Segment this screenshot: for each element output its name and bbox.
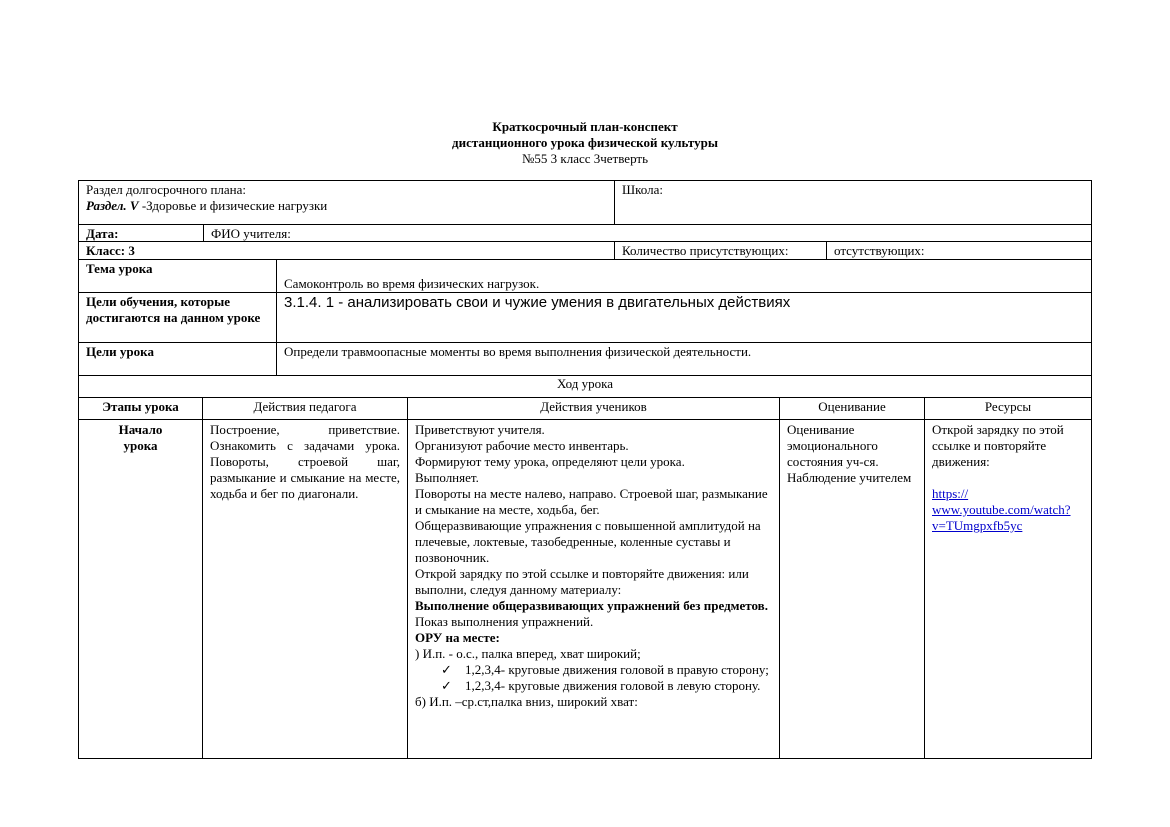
student-line: Формируют тему урока, определяют цели урока. (415, 454, 685, 469)
oru-heading: ОРУ на месте: (415, 630, 500, 645)
assessment-cell (779, 419, 925, 759)
school-cell (614, 180, 1092, 225)
youtube-link[interactable]: https:// www.youtube.com/watch?v=TUmgpxfb5yc (932, 486, 1071, 533)
doc-subtitle: дистанционного урока физической культуры (452, 135, 718, 150)
resources-cell (924, 419, 1092, 759)
exercise-heading: Выполнение общеразвивающих упражнений без предметов. (415, 598, 768, 613)
exercise-item: ✓ 1,2,3,4- круговые движения головой в правую сторону; (465, 662, 772, 678)
date-label: Дата: (86, 226, 119, 241)
topic-value-cell (276, 259, 1092, 293)
topic-value: Самоконтроль во время физических нагрузок. (284, 276, 540, 291)
col-header-teacher (202, 397, 408, 420)
section-cell (78, 180, 615, 225)
goals-label-cell (78, 292, 277, 343)
col-header-students (407, 397, 780, 420)
progress-title: Ход урока (557, 376, 613, 391)
section-name: -Здоровье и физические нагрузки (138, 198, 328, 213)
present-label: Количество присутствующих: (622, 243, 789, 258)
goals-label: Цели обучения, которые достигаются на данном уроке (86, 294, 261, 325)
col-header-stages-label: Этапы урока (102, 399, 179, 414)
student-line: Общеразвивающие упражнения с повышенной амплитудой на плечевые, локтевые, тазобедренные, коленные суставы и позвоночник. (415, 518, 761, 565)
section-number: Раздел. V (86, 198, 139, 213)
exercise-item: ✓ 1,2,3,4- круговые движения головой в левую сторону. (465, 678, 772, 694)
absent-label: отсутствующих: (834, 243, 925, 258)
doc-title: Краткосрочный план-конспект (492, 119, 678, 134)
date-cell (78, 224, 204, 242)
col-header-resources-label: Ресурсы (984, 399, 1032, 414)
student-line: Открой зарядку по этой ссылке и повторяйте движения: или выполни, следуя данному материалу: (415, 566, 749, 597)
absent-cell (826, 241, 1092, 260)
student-line: Выполняет. (415, 470, 479, 485)
stage-cell (78, 419, 203, 759)
assessment-text: Оценивание эмоционального состояния уч-ся. Наблюдение учителем (787, 422, 912, 485)
start-position-b: б) И.п. –ср.ст,палка вниз, широкий хват: (415, 694, 638, 709)
topic-label: Тема урока (86, 261, 153, 276)
student-line: Приветствуют учителя. (415, 422, 545, 437)
col-header-resources (924, 397, 1092, 420)
class-cell (78, 241, 615, 260)
student-line: Организуют рабочие место инвентарь. (415, 438, 629, 453)
col-header-students-label: Действия учеников (540, 399, 647, 414)
present-cell (614, 241, 827, 260)
teacher-actions: Построение, приветствие. Ознакомить с задачами урока. Повороты, строевой шаг, размыкание и смыкание на месте, ходьба и бег по диагонали. (210, 422, 400, 501)
col-header-teacher-label: Действия педагога (253, 399, 357, 414)
lesson-goals-label: Цели урока (86, 344, 154, 359)
stage-label: Начало урока (118, 422, 163, 453)
progress-title-cell (78, 375, 1092, 398)
topic-label-cell (78, 259, 277, 293)
school-label: Школа: (622, 182, 663, 197)
doc-lesson-number: №55 3 класс 3четверть (521, 151, 649, 166)
exercise-list (415, 662, 772, 694)
teacher-label: ФИО учителя: (211, 226, 291, 241)
resources-text: Открой зарядку по этой ссылке и повторяйте движения: (932, 422, 1064, 469)
goals-value-cell (276, 292, 1092, 343)
col-header-stages (78, 397, 203, 420)
teacher-actions-cell (202, 419, 408, 759)
show-exercises: Показ выполнения упражнений. (415, 614, 594, 629)
student-actions-cell (407, 419, 780, 759)
lesson-goals-label-cell (78, 342, 277, 376)
col-header-assessment-label: Оценивание (818, 399, 886, 414)
student-line: Повороты на месте налево, направо. Строевой шаг, размыкание и смыкание на месте, ходьба, бег. (415, 486, 768, 517)
lesson-goals-value-cell (276, 342, 1092, 376)
class-label: Класс: 3 (86, 243, 135, 258)
section-label: Раздел долгосрочного плана: (86, 182, 247, 197)
start-position-a: ) И.п. - о.с., палка вперед, хват широкий; (415, 646, 641, 661)
col-header-assessment (779, 397, 925, 420)
goals-value: 3.1.4. 1 - анализировать свои и чужие умения в двигательных действиях (284, 294, 791, 311)
lesson-goals-value: Определи травмоопасные моменты во время выполнения физической деятельности. (284, 344, 752, 359)
teacher-cell (203, 224, 1092, 242)
